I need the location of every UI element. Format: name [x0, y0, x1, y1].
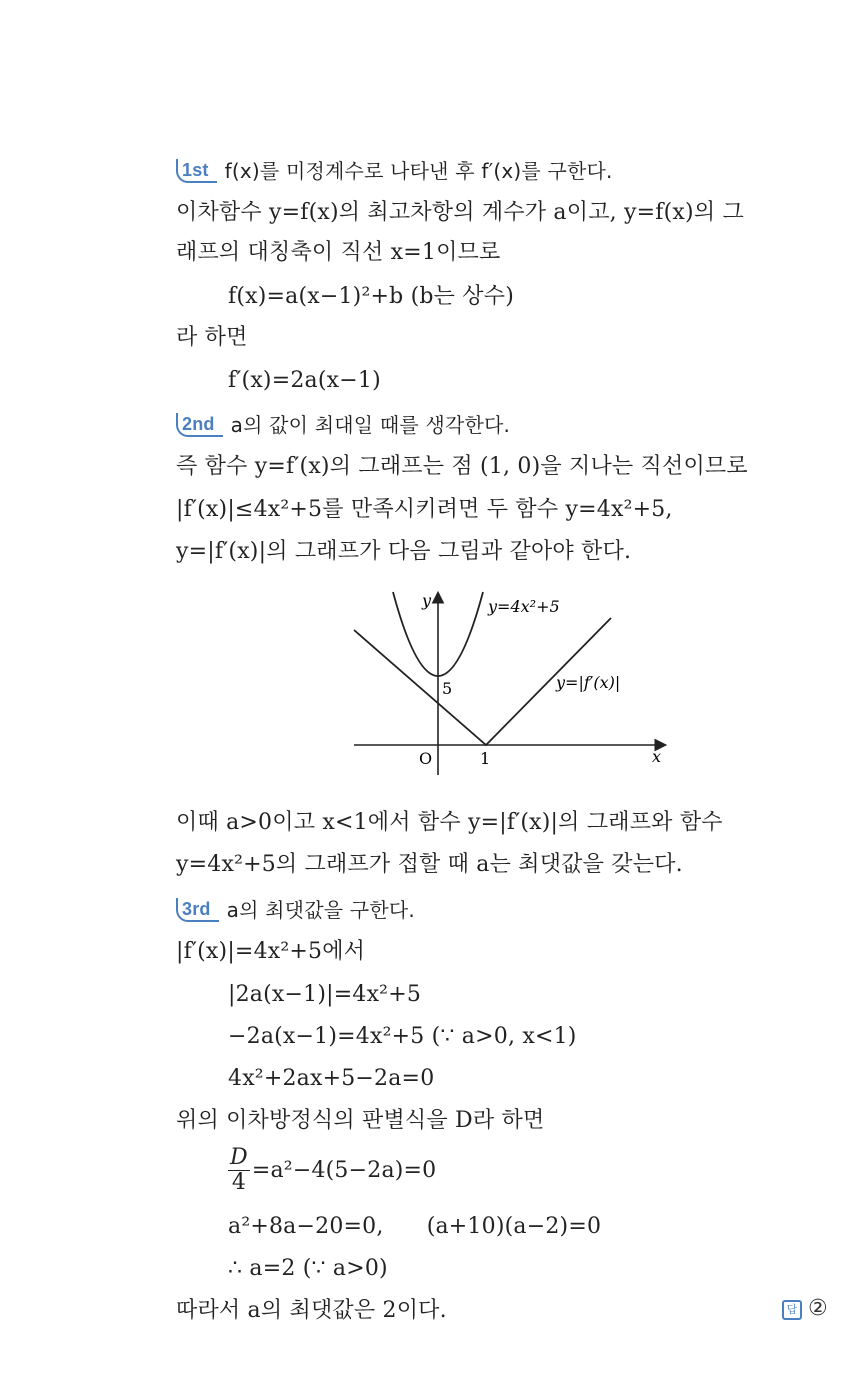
step1-heading: f(x)를 미정계수로 나타낸 후 f′(x)를 구한다. [224, 159, 613, 183]
step3-line-2: |2a(x−1)|=4x²+5 [228, 982, 422, 1007]
step1-heading-row [176, 156, 613, 187]
step1-line-4: 라 하면 [176, 325, 248, 350]
step3-line-3: −2a(x−1)=4x²+5 (∵ a>0, x<1) [228, 1024, 577, 1049]
step1-formula-fprime: f′(x)=2a(x−1) [228, 368, 381, 393]
step3-line-5: 위의 이차방정식의 판별식을 D라 하면 [176, 1108, 545, 1133]
origin-label: O [419, 749, 433, 768]
step1-line-1: 이차함수 y=f(x)의 최고차항의 계수가 a이고, y=f(x)의 그 [176, 200, 744, 225]
step3-badge: 3rd [176, 898, 219, 922]
y-tick-label: 5 [442, 679, 453, 698]
step2-line-1: 즉 함수 y=f′(x)의 그래프는 점 (1, 0)을 지나는 직선이므로 [176, 454, 748, 479]
step2-after-2: y=4x²+5의 그래프가 접할 때 a는 최댓값을 갖는다. [176, 852, 683, 877]
answer-icon: 답 [782, 1300, 802, 1320]
graph-figure [346, 590, 672, 780]
step1-line-2: 래프의 대칭축이 직선 x=1이므로 [176, 240, 501, 265]
discriminant-rest: =a²−4(5−2a)=0 [251, 1158, 437, 1183]
fraction-denominator: 4 [231, 1170, 247, 1195]
step2-badge: 2nd [176, 413, 223, 437]
step1-formula-f: f(x)=a(x−1)²+b (b는 상수) [228, 284, 514, 309]
step3-line-1: |f′(x)|=4x²+5에서 [176, 939, 366, 964]
step3-heading: a의 최댓값을 구한다. [226, 898, 415, 922]
fraction-numerator: D [230, 1145, 248, 1170]
step3-heading-row [176, 895, 415, 926]
step1-badge: 1st [176, 159, 217, 183]
abs-label: y=|f′(x)| [556, 673, 621, 692]
y-axis-label: y [422, 591, 432, 610]
discriminant-row [228, 1146, 436, 1195]
step2-heading: a의 값이 최대일 때를 생각한다. [230, 413, 511, 437]
step2-after-1: 이때 a>0이고 x<1에서 함수 y=|f′(x)|의 그래프와 함수 [176, 810, 723, 835]
step3-conclusion: 따라서 a의 최댓값은 2이다. [176, 1298, 447, 1323]
step2-line-3: y=|f′(x)|의 그래프가 다음 그림과 같아야 한다. [176, 539, 632, 564]
answer-value: ② [808, 1296, 828, 1321]
step3-line-8: ∴ a=2 (∵ a>0) [228, 1256, 388, 1281]
step2-heading-row [176, 410, 510, 441]
answer-mark [782, 1296, 828, 1321]
parabola-label: y=4x²+5 [488, 597, 560, 616]
x-axis-label: x [652, 747, 662, 766]
step2-line-2: |f′(x)|≤4x²+5를 만족시키려면 두 함수 y=4x²+5, [176, 497, 673, 522]
discriminant-fraction [228, 1146, 250, 1195]
x-tick-label: 1 [480, 749, 491, 768]
step3-line-7: a²+8a−20=0, (a+10)(a−2)=0 [228, 1214, 602, 1239]
step3-line-4: 4x²+2ax+5−2a=0 [228, 1066, 435, 1091]
